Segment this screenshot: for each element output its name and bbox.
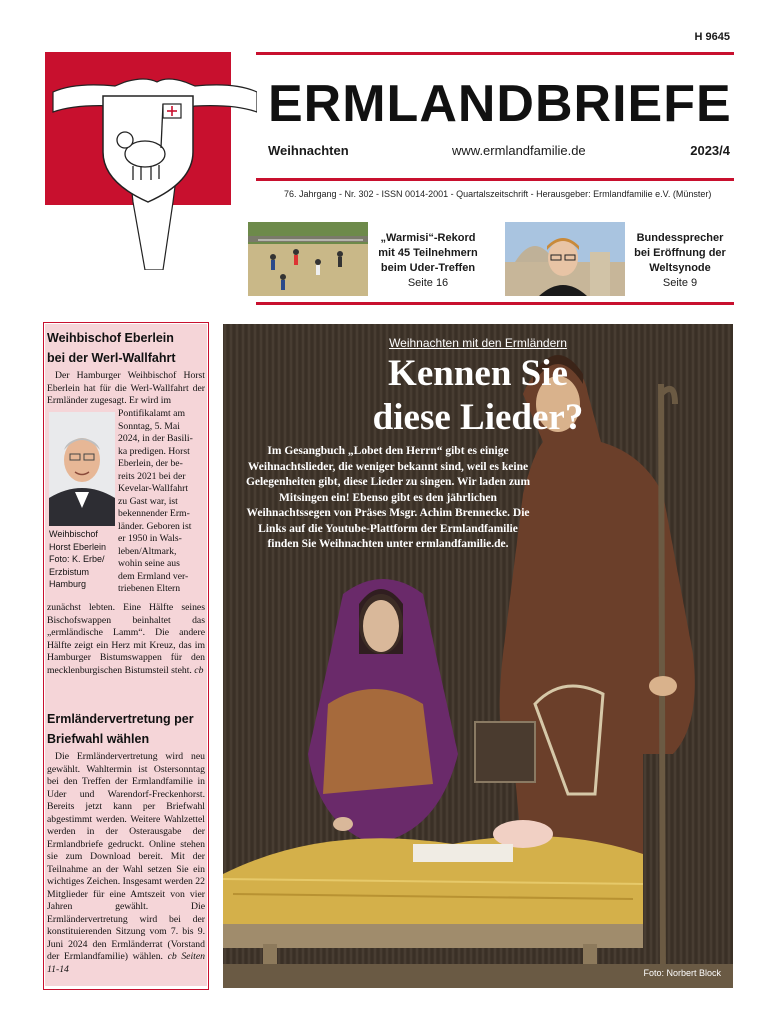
article-eberlein-signature: cb [194,664,204,676]
column-line: Sonntag, 5. Mai [118,420,180,432]
article-eberlein-outro [47,602,205,677]
masthead-title: ERMLANDBRIEFE [268,75,732,133]
article-eberlein-intro: Der Hamburger Weihbischof Horst Eberlein hat für die Werl-Wallfahrt der Ermländer zugesagt. Er wird im [47,370,205,406]
teaser-warmisi[interactable] [372,231,484,291]
column-line: bekennender Erm- [118,508,190,519]
issue-number: 2023/4 [690,143,730,158]
article-eberlein-heading-line2: bei der Werl-Wallfahrt [47,351,176,365]
photo-credit: Foto: Norbert Block [643,968,721,978]
article-eberlein-column [118,408,205,596]
article-wahl-signature[interactable]: cb Seiten 11-14 [47,951,205,975]
teaser-warmisi-line1: „Warmisi“-Rekord [380,232,476,244]
hero-photo [223,324,733,988]
article-eberlein-outro-text: zunächst lebten. Eine Hälfte seines Bischofswappen beinhaltet das „ermländische Lamm“. Die andere Hälfte zeigt ein Herz mit Kreuz, das im Hamburger Bistumswappen für den mecklenburgischen Bistumsteil steht. [47,602,205,676]
article-eberlein [47,328,205,408]
teaser-bundessprecher[interactable] [628,231,732,291]
header-rule-bottom [256,302,734,305]
column-line: wohin seine aus [118,558,180,569]
article-wahl-body-text: Die Ermländervertretung wird neu gewählt. Wahltermin ist Ostersonntag bei den Treffen der Ermlandfamilie in Uder und Warendorf-Freckenhorst. Bereits jetzt kann per Briefwahl abgestimmt werden. Weitere Wahlzettel werden in der Osterausgabe der Ermlandbriefe gedruckt. Online stehen sie zum Download bereit. Mit der Teilnahme an der Wahl setzen Sie ein wichtiges Zeichen. Insgesamt werden 22 Mitglieder für eine Amtszeit von vier Jahren gewählt. Die Ermländervertretung wird bei der konstituierenden Sitzung vom 7. bis 9. Juni 2024 den Ermländerrat (Vorstand der Ermlandfamilie) wählen. [47,751,205,962]
ermland-lamb-cross-logo [45,52,257,270]
teaser-bundessprecher-line3: Weltsynode [649,262,711,274]
hero-kicker: Weihnachten mit den Ermländern [389,336,567,350]
column-line: Kevelar-Wallfahrt [118,483,189,494]
teaser-warmisi-line2: mit 45 Teilnehmern [378,247,478,259]
column-line: Pontifikalamt am [118,408,185,419]
teaser-bundessprecher-line2: bei Eröffnung der [634,247,726,259]
publication-meta: 76. Jahrgang - Nr. 302 - ISSN 0014-2001 - Quartalszeitschrift - Herausgeber: Ermlandfamilie e.V. (Münster) [284,189,712,199]
article-wahl-heading-line1: Ermländervertretung per [47,712,194,726]
header-rule-middle [256,178,734,181]
edition-label: Weihnachten [268,143,349,158]
column-line: zu Gast war, ist [118,495,178,507]
website-link[interactable]: www.ermlandfamilie.de [452,143,586,158]
teaser-warmisi-page: Seite 16 [407,277,449,289]
column-line: länder. Geboren ist [118,520,192,532]
teaser-bundessprecher-page: Seite 9 [662,277,698,289]
column-line: 2024, in der Basili- [118,433,193,444]
photo-caption-eberlein: Weihbischof Horst Eberlein Foto: K. Erbe/ Erzbistum Hamburg [49,529,107,589]
hero-title-line1: Kennen Sie [388,353,568,394]
teaser-bundessprecher-line1: Bundessprecher [636,232,724,244]
hero-body: Im Gesangbuch „Lobet den Herrn“ gibt es einige Weihnachtslieder, die weniger bekannt sind, weil es keine Gelegenheiten gibt, diese Lieder zu singen. Wir laden zum Mitsingen ein! Ebenso gibt es den jährlichen Weihnachtssegen von Präses Msgr. Achim Brennecke. Die Links auf die Youtube-Plattform der Ermlandfamilie finden Sie Weihnachten unter ermlandfamilie.de. [245,445,531,550]
issn-code: H 9645 [694,31,730,43]
column-line: ka predigen. Horst [118,445,190,457]
column-line: triebenen Eltern [118,583,181,594]
teaser-warmisi-line3: beim Uder-Treffen [380,262,476,274]
portrait-photo-eberlein [49,412,115,526]
column-line: Eberlein, der be- [118,458,183,469]
header-rule-top [256,52,734,55]
teaser-photo-portrait [505,222,625,296]
column-line: leben/Altmark, [118,545,177,557]
article-wahl-body [47,751,205,976]
article-wahl-heading-line2: Briefwahl wählen [47,732,150,746]
hero-title-line2: diese Lieder? [372,397,584,438]
teaser-photo-sports [248,222,368,296]
column-line: dem Ermland ver- [118,570,189,582]
article-eberlein-heading-line1: Weihbischof Eberlein [47,331,174,345]
column-line: reits 2021 bei der [118,470,186,482]
article-wahl [47,709,205,976]
column-line: er 1950 in Wals- [118,533,182,544]
